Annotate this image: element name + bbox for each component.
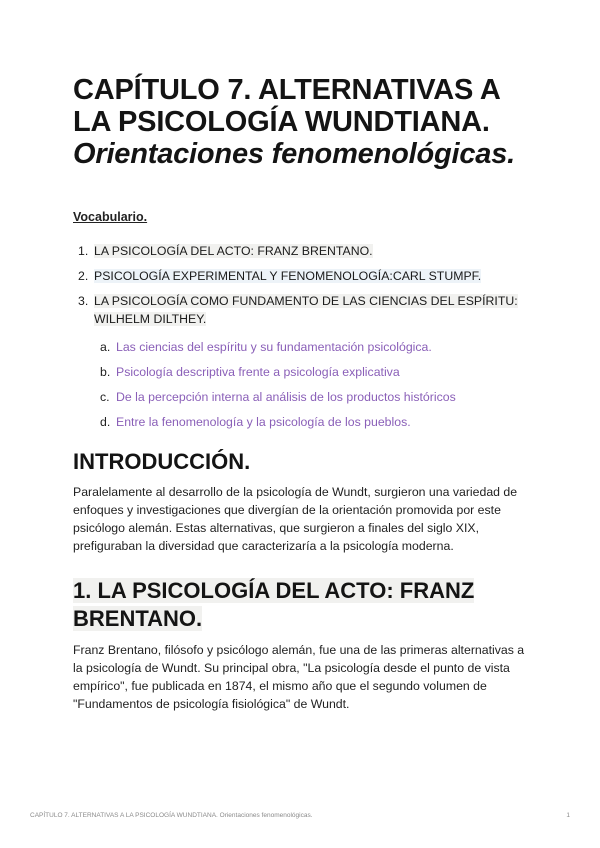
toc-letter: b. [100, 365, 111, 379]
page-footer [30, 812, 570, 819]
toc-letter: d. [100, 415, 111, 429]
section1-heading [73, 577, 533, 633]
title-subtitle: Orientaciones fenomenológicas. [73, 138, 515, 170]
toc-letter: c. [100, 390, 110, 404]
toc-item[interactable] [73, 267, 533, 285]
toc-sublist [94, 338, 533, 431]
toc-subitem-link[interactable] [94, 413, 533, 431]
toc-letter: a. [100, 340, 111, 354]
toc-subitem-text: Las ciencias del espíritu y su fundamentación psicológica. [116, 340, 432, 354]
toc-subitem-text: De la percepción interna al análisis de los productos históricos [116, 390, 456, 404]
footer-text: CAPÍTULO 7. ALTERNATIVAS A LA PSICOLOGÍA WUNDTIANA. Orientaciones fenomenológicas. [30, 812, 313, 819]
toc-text: LA PSICOLOGÍA DEL ACTO: FRANZ BRENTANO. [94, 244, 373, 258]
vocabulary-link[interactable]: Vocabulario. [73, 210, 148, 224]
document-page [73, 74, 533, 713]
toc-item[interactable] [73, 292, 533, 431]
table-of-contents [73, 242, 533, 431]
intro-heading: INTRODUCCIÓN. [73, 449, 251, 474]
page-title [73, 74, 533, 170]
toc-subitem-link[interactable] [94, 338, 533, 356]
intro-paragraph: Paralelamente al desarrollo de la psicología de Wundt, surgieron una variedad de enfoques y investigaciones que divergían de la orientación promovida por este psicólogo alemán. Estas alternativas, que surgieron a finales del siglo XIX, prefiguraban la diversidad que caracterizaría a la psicología moderna. [73, 485, 518, 553]
toc-subitem-text: Entre la fenomenología y la psicología de los pueblos. [116, 415, 411, 429]
toc-subitem-text: Psicología descriptiva frente a psicología explicativa [116, 365, 400, 379]
toc-subitem-link[interactable] [94, 363, 533, 381]
toc-text: PSICOLOGÍA EXPERIMENTAL Y FENOMENOLOGÍA:CARL STUMPF. [94, 269, 482, 283]
toc-number: 2. [78, 269, 89, 283]
toc-subitem-link[interactable] [94, 388, 533, 406]
title-main: CAPÍTULO 7. ALTERNATIVAS A LA PSICOLOGÍA WUNDTIANA. [73, 74, 500, 138]
section1-paragraph: Franz Brentano, filósofo y psicólogo alemán, fue una de las primeras alternativas a la psicología de Wundt. Su principal obra, "La psicología desde el punto de vista empírico", fue publicada en 1874, el mismo año que el segundo volumen de "Fundamentos de psicología fisiológica" de Wundt. [73, 643, 525, 711]
section1-heading-text: 1. LA PSICOLOGÍA DEL ACTO: FRANZ BRENTANO. [73, 578, 475, 631]
toc-number: 1. [78, 244, 89, 258]
toc-number: 3. [78, 294, 89, 308]
page-number: 1 [566, 812, 570, 819]
toc-text: LA PSICOLOGÍA COMO FUNDAMENTO DE LAS CIENCIAS DEL ESPÍRITU: WILHELM DILTHEY. [94, 294, 518, 326]
toc-item[interactable] [73, 242, 533, 260]
